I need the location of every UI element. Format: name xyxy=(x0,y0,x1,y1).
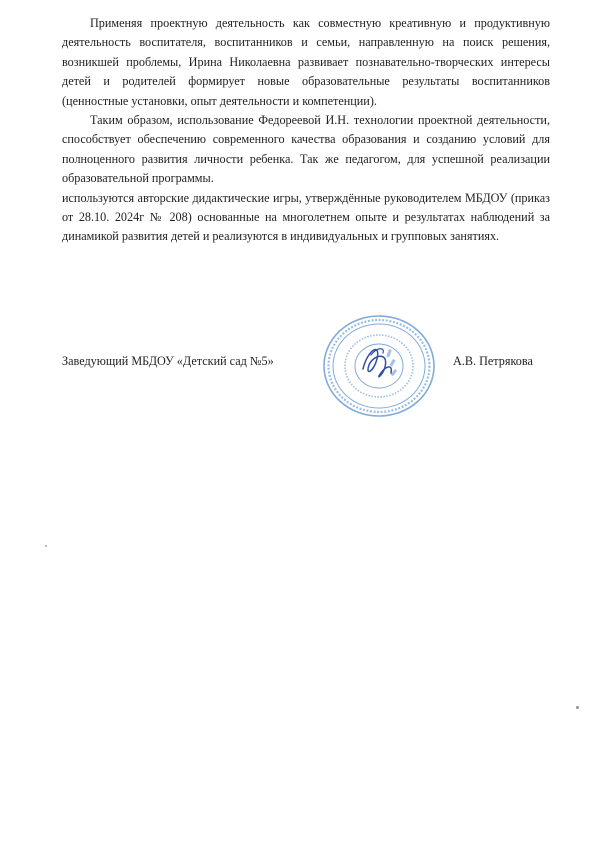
paragraph-2: Таким образом, использование Федореевой И.Н. технологии проектной деятельности, способствует обеспечению современного качества образования и созданию условий для полноценного развития личности ребенка. Так же педагогом, для успешной реализации образовательной программы. xyxy=(62,113,550,186)
scan-speck xyxy=(45,545,47,547)
signatory-name: А.В. Петрякова xyxy=(453,354,533,368)
signatory-position: Заведующий МБДОУ «Детский сад №5» xyxy=(62,354,274,368)
paragraph-1: Применяя проектную деятельность как совместную креативную и продуктивную деятельность воспитателя, воспитанников и семьи, направленную на поиск решения, возникшей проблемы, Ирина Николаевна развивает познавательно-творческих интересы детей и родителей формирует новые образовательные результаты воспитанников (ценностные установки, опыт деятельности и компетенции). xyxy=(62,16,550,108)
scan-speck xyxy=(576,706,579,709)
body-text xyxy=(62,14,550,247)
paragraph-3: используются авторские дидактические игры, утверждённые руководителем МБДОУ (приказ от 28.10. 2024г № 208) основанные на многолетнем опыте и результатах наблюдений за динамикой развития детей и реализуются в индивидуальных и групповых занятиях. xyxy=(62,190,550,244)
official-stamp-icon xyxy=(319,311,439,421)
